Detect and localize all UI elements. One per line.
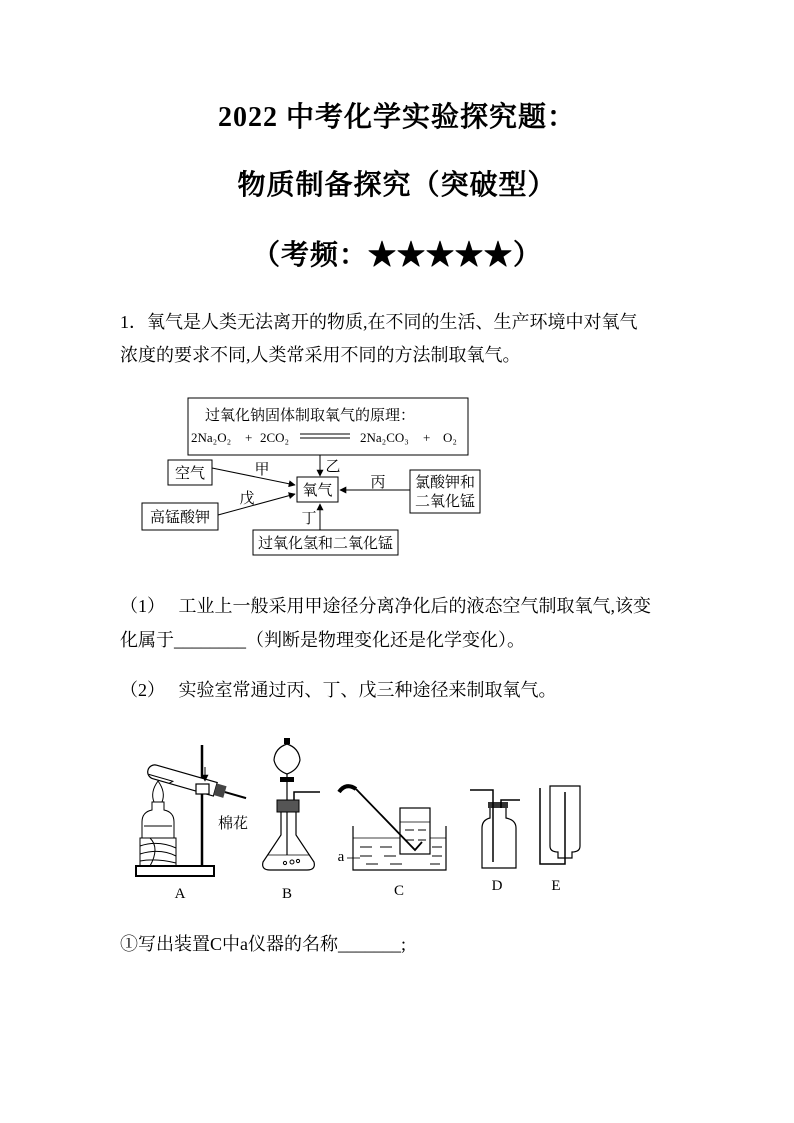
alcohol-lamp [142, 781, 174, 838]
apparatus-label-c: C [393, 883, 405, 899]
bubble [283, 861, 286, 864]
part2-sub1-line: ①写出装置C中a仪器的名称_______; [120, 934, 406, 954]
conical-flask [263, 812, 315, 870]
apparatus-label-e: E [551, 878, 561, 894]
source-hydrogen-peroxide-label: 过氧化氢和二氧化锰 [257, 536, 394, 552]
source-potassium-permanganate-label: 高锰酸钾 [149, 510, 211, 526]
apparatus-label-a: A [174, 886, 186, 902]
center-oxygen-label: 氧气 [302, 483, 333, 499]
part1-line-2: 化属于________（判断是物理变化还是化学变化）。 [120, 630, 525, 650]
apparatus-label-b: B [281, 886, 293, 902]
part1-line-1: （1） 工业上一般采用甲途径分离净化后的液态空气制取氧气,该变 [120, 596, 651, 616]
equation-reactant-1: 2Na₂O₂ [191, 430, 232, 445]
principle-title: 过氧化钠固体制取氧气的原理： [205, 408, 416, 424]
bubble [290, 860, 294, 864]
equation-reactant-2: 2CO₂ [260, 430, 290, 445]
equation-plus-1: + [245, 430, 253, 445]
apparatus-c [338, 786, 446, 899]
source-potassium-chlorate-line-1: 氯酸钾和 [414, 475, 476, 491]
route-jia-label: 甲 [254, 462, 270, 478]
collection-bottle [482, 806, 516, 868]
flask-side-tube [294, 792, 320, 800]
trough-label: a [337, 849, 345, 865]
wooden-block [140, 838, 176, 866]
apparatus-e [540, 786, 580, 894]
route-bing-label: 丙 [370, 475, 386, 491]
cotton-label: 棉花 [218, 816, 249, 832]
question1-intro-line-2: 浓度的要求不同,人类常采用不同的方法制取氧气。 [120, 345, 521, 365]
source-potassium-chlorate-line-2: 二氧化锰 [414, 494, 476, 510]
part2-line: （2） 实验室常通过丙、丁、戊三种途径来制取氧气。 [120, 680, 557, 700]
route-ding-label: 丁 [301, 511, 317, 527]
oxygen-flow-diagram [142, 398, 480, 555]
equation-product-1: 2Na₂CO₃ [360, 430, 409, 445]
iron-stand-base [136, 866, 214, 876]
rubber-hose [339, 786, 356, 792]
delivery-tube [225, 792, 246, 798]
apparatus-b [263, 738, 320, 902]
separatory-funnel-bulb [274, 744, 300, 774]
equation-plus-2: + [423, 430, 431, 445]
flame [153, 781, 164, 802]
route-wu-arrow [218, 494, 295, 515]
bubble [296, 859, 299, 862]
equation-product-2: O₂ [443, 430, 457, 445]
funnel-top-stopper [284, 738, 290, 744]
principle-box [188, 398, 468, 455]
title-line-3: （考频：★★★★★） [251, 240, 542, 271]
route-yi-label: 乙 [325, 459, 341, 475]
title-line-2: 物质制备探究（突破型） [237, 170, 557, 201]
source-air-label: 空气 [174, 466, 206, 482]
title-line-1: 2022 中考化学实验探究题： [217, 102, 576, 133]
gas-collecting-bottle [400, 808, 430, 854]
apparatus-label-d: D [491, 878, 503, 894]
flask-stopper [277, 800, 299, 812]
bottle-stopper [488, 802, 508, 808]
iron-clamp [196, 784, 209, 794]
apparatus-d [470, 790, 520, 894]
apparatus-a [136, 745, 248, 902]
route-wu-label: 戊 [239, 491, 255, 507]
question1-intro-line-1: 1．氧气是人类无法离开的物质,在不同的生活、生产环境中对氧气 [120, 312, 638, 332]
